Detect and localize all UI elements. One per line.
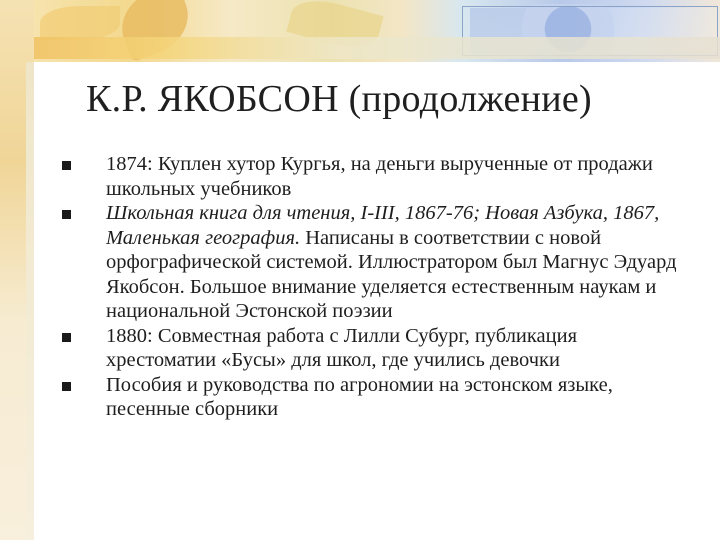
square-bullet-icon	[62, 210, 71, 219]
decorative-left-column	[0, 0, 34, 540]
bullet-text: 1874: Куплен хутор Кургья, на деньги вырученные от продажи школьных учебников	[106, 153, 653, 200]
decorative-banner	[0, 0, 720, 62]
bullet-text: Написаны в соответствии с новой орфографической системой. Иллюстратором был Магнус Эдуард Якобсон. Большое внимание уделяется естественным наукам и национальной Эстонской поэзии	[106, 226, 677, 322]
bullet-item-school-books	[62, 201, 692, 324]
square-bullet-icon	[62, 161, 71, 170]
slide-title: К.Р. ЯКОБСОН (продолжение)	[86, 78, 593, 120]
square-bullet-icon	[62, 333, 71, 342]
bullet-item-1880	[62, 324, 692, 373]
bullet-item-1874	[62, 152, 692, 201]
bullet-item-agronomy	[62, 373, 692, 422]
bullet-list	[62, 152, 692, 422]
bullet-book-titles: Школьная книга для чтения, I-III, 1867-76; Новая Азбука, 1867, Маленькая география.	[106, 202, 660, 249]
square-bullet-icon	[62, 382, 71, 391]
bullet-text: 1880: Совместная работа с Лилли Субург, публикация хрестоматии «Бусы» для школ, где учились девочки	[106, 324, 578, 371]
bullet-text: Пособия и руководства по агрономии на эстонском языке, песенные сборники	[106, 373, 613, 420]
